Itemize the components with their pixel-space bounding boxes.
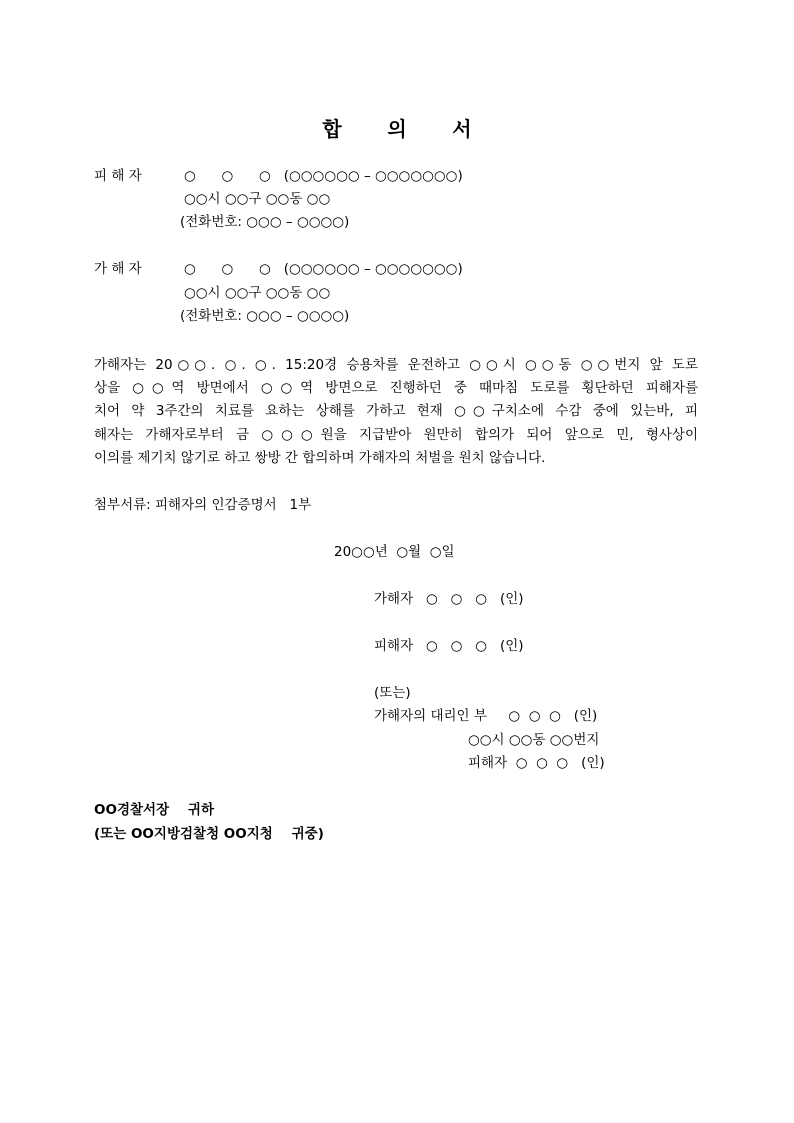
offender-signature: 가해자 ○ ○ ○ (인) bbox=[374, 591, 524, 607]
agent-signature: 가해자의 대리인 부 ○ ○ ○ (인) bbox=[374, 708, 598, 724]
attachment-note: 첨부서류: 피해자의 인감증명서 1부 bbox=[94, 497, 312, 513]
document-title bbox=[0, 113, 794, 142]
offender-label: 가 해 자 bbox=[94, 261, 142, 277]
title-char: 의 bbox=[387, 117, 407, 141]
recipient-police: OO경찰서장 귀하 bbox=[94, 802, 214, 818]
agent-address: ○○시 ○○동 ○○번지 bbox=[468, 732, 600, 748]
offender-phone: (전화번호: ○○○ – ○○○○) bbox=[180, 308, 350, 324]
agreement-body bbox=[94, 354, 698, 470]
agent-relation: 피해자 ○ ○ ○ (인) bbox=[468, 755, 605, 771]
body-line: 상을 ○○역 방면에서 ○○역 방면으로 진행하던 중 때마침 도로를 횡단하던 피해자를 bbox=[94, 380, 698, 397]
title-char: 서 bbox=[452, 117, 472, 141]
body-line: 치어 약 3주간의 치료를 요하는 상해를 가하고 현재 ○○구치소에 수감 중에 있는바, 피 bbox=[94, 403, 698, 420]
victim-label: 피 해 자 bbox=[94, 168, 142, 184]
recipient-prosecutor: (또는 OO지방검찰청 OO지청 귀중) bbox=[94, 826, 324, 842]
body-line: 이의를 제기치 않기로 하고 쌍방 간 합의하며 가해자의 처벌을 원치 않습니다. bbox=[94, 449, 546, 466]
title-char: 합 bbox=[322, 117, 342, 141]
offender-name-id: ○ ○ ○ (○○○○○○ – ○○○○○○○) bbox=[184, 261, 463, 277]
victim-address: ○○시 ○○구 ○○동 ○○ bbox=[184, 191, 331, 207]
victim-name-id: ○ ○ ○ (○○○○○○ – ○○○○○○○) bbox=[184, 168, 463, 184]
offender-address: ○○시 ○○구 ○○동 ○○ bbox=[184, 285, 331, 301]
agreement-date: 20○○년 ○월 ○일 bbox=[334, 544, 455, 560]
or-label: (또는) bbox=[374, 685, 411, 701]
body-line: 해자는 가해자로부터 금 ○○○원을 지급받아 원만히 합의가 되어 앞으로 민, 형사상이 bbox=[94, 426, 698, 443]
victim-signature: 피해자 ○ ○ ○ (인) bbox=[374, 638, 524, 654]
victim-phone: (전화번호: ○○○ – ○○○○) bbox=[180, 214, 350, 230]
body-line: 가해자는 20○○. ○. ○. 15:20경 승용차를 운전하고 ○○시 ○○동 ○○번지 앞 도로 bbox=[94, 357, 698, 373]
